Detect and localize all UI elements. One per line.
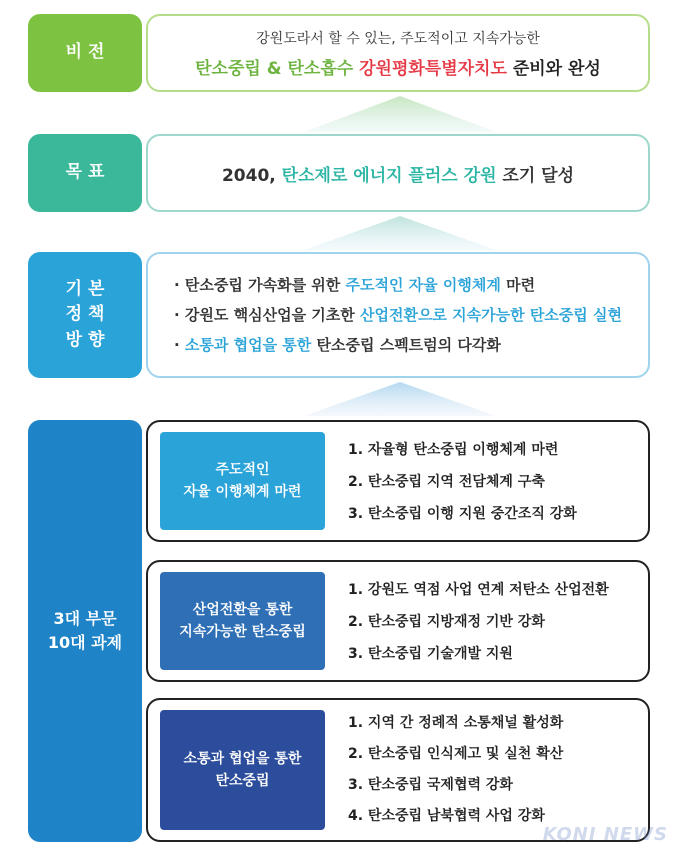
task-section-1-items (348, 434, 577, 530)
up-arrow-icon (300, 380, 500, 418)
list-item: 1. 지역 간 정례적 소통채널 활성화 (348, 715, 564, 731)
list-item: 4. 탄소중립 남북협력 사업 강화 (348, 808, 545, 824)
list-item: 2. 탄소중립 인식제고 및 실천 확산 (348, 746, 564, 762)
up-arrow-icon (300, 214, 500, 252)
task-section-2-title: 산업전환을 통한 지속가능한 탄소중립 (160, 572, 325, 670)
vision-line2: 탄소중립 & 탄소흡수 강원평화특별자치도 준비와 완성 (195, 58, 601, 79)
task-section-2-items (348, 574, 609, 670)
policy-box (146, 252, 650, 378)
vision-box (146, 14, 650, 92)
vision-line1: 강원도라서 할 수 있는, 주도적이고 지속가능한 (256, 30, 540, 47)
task-section-1 (146, 420, 650, 542)
watermark: KONI NEWS (542, 824, 668, 845)
list-item: 2. 탄소중립 지역 전담체계 구축 (348, 474, 545, 490)
task-section-3 (146, 698, 650, 842)
list-item: 1. 자율형 탄소중립 이행체계 마련 (348, 442, 559, 458)
policy-item-2: · 강원도 핵심산업을 기초한 산업전환으로 지속가능한 탄소중립 실현 (174, 306, 622, 324)
policy-label: 기 본 정 책 방 향 (28, 252, 142, 378)
list-item: 3. 탄소중립 국제협력 강화 (348, 777, 513, 793)
task-section-1-title: 주도적인 자율 이행체계 마련 (160, 432, 325, 530)
task-section-3-items (348, 708, 563, 832)
list-item: 3. 탄소중립 기술개발 지원 (348, 646, 513, 662)
goal-box (146, 134, 650, 212)
policy-item-3: · 소통과 협업을 통한 탄소중립 스펙트럼의 다각화 (174, 336, 501, 354)
goal-label: 목 표 (28, 134, 142, 212)
up-arrow-icon (300, 94, 500, 134)
list-item: 2. 탄소중립 지방재정 기반 강화 (348, 614, 545, 630)
task-section-3-title: 소통과 협업을 통한 탄소중립 (160, 710, 325, 830)
list-item: 3. 탄소중립 이행 지원 중간조직 강화 (348, 506, 577, 522)
task-section-2 (146, 560, 650, 682)
tasks-label: 3대 부문 10대 과제 (28, 420, 142, 842)
list-item: 1. 강원도 역점 사업 연계 저탄소 산업전환 (348, 582, 609, 598)
goal-text: 2040, 탄소제로 에너지 플러스 강원 조기 달성 (221, 165, 575, 186)
policy-item-1: · 탄소중립 가속화를 위한 주도적인 자율 이행체계 마련 (174, 276, 536, 294)
vision-label: 비 전 (28, 14, 142, 92)
